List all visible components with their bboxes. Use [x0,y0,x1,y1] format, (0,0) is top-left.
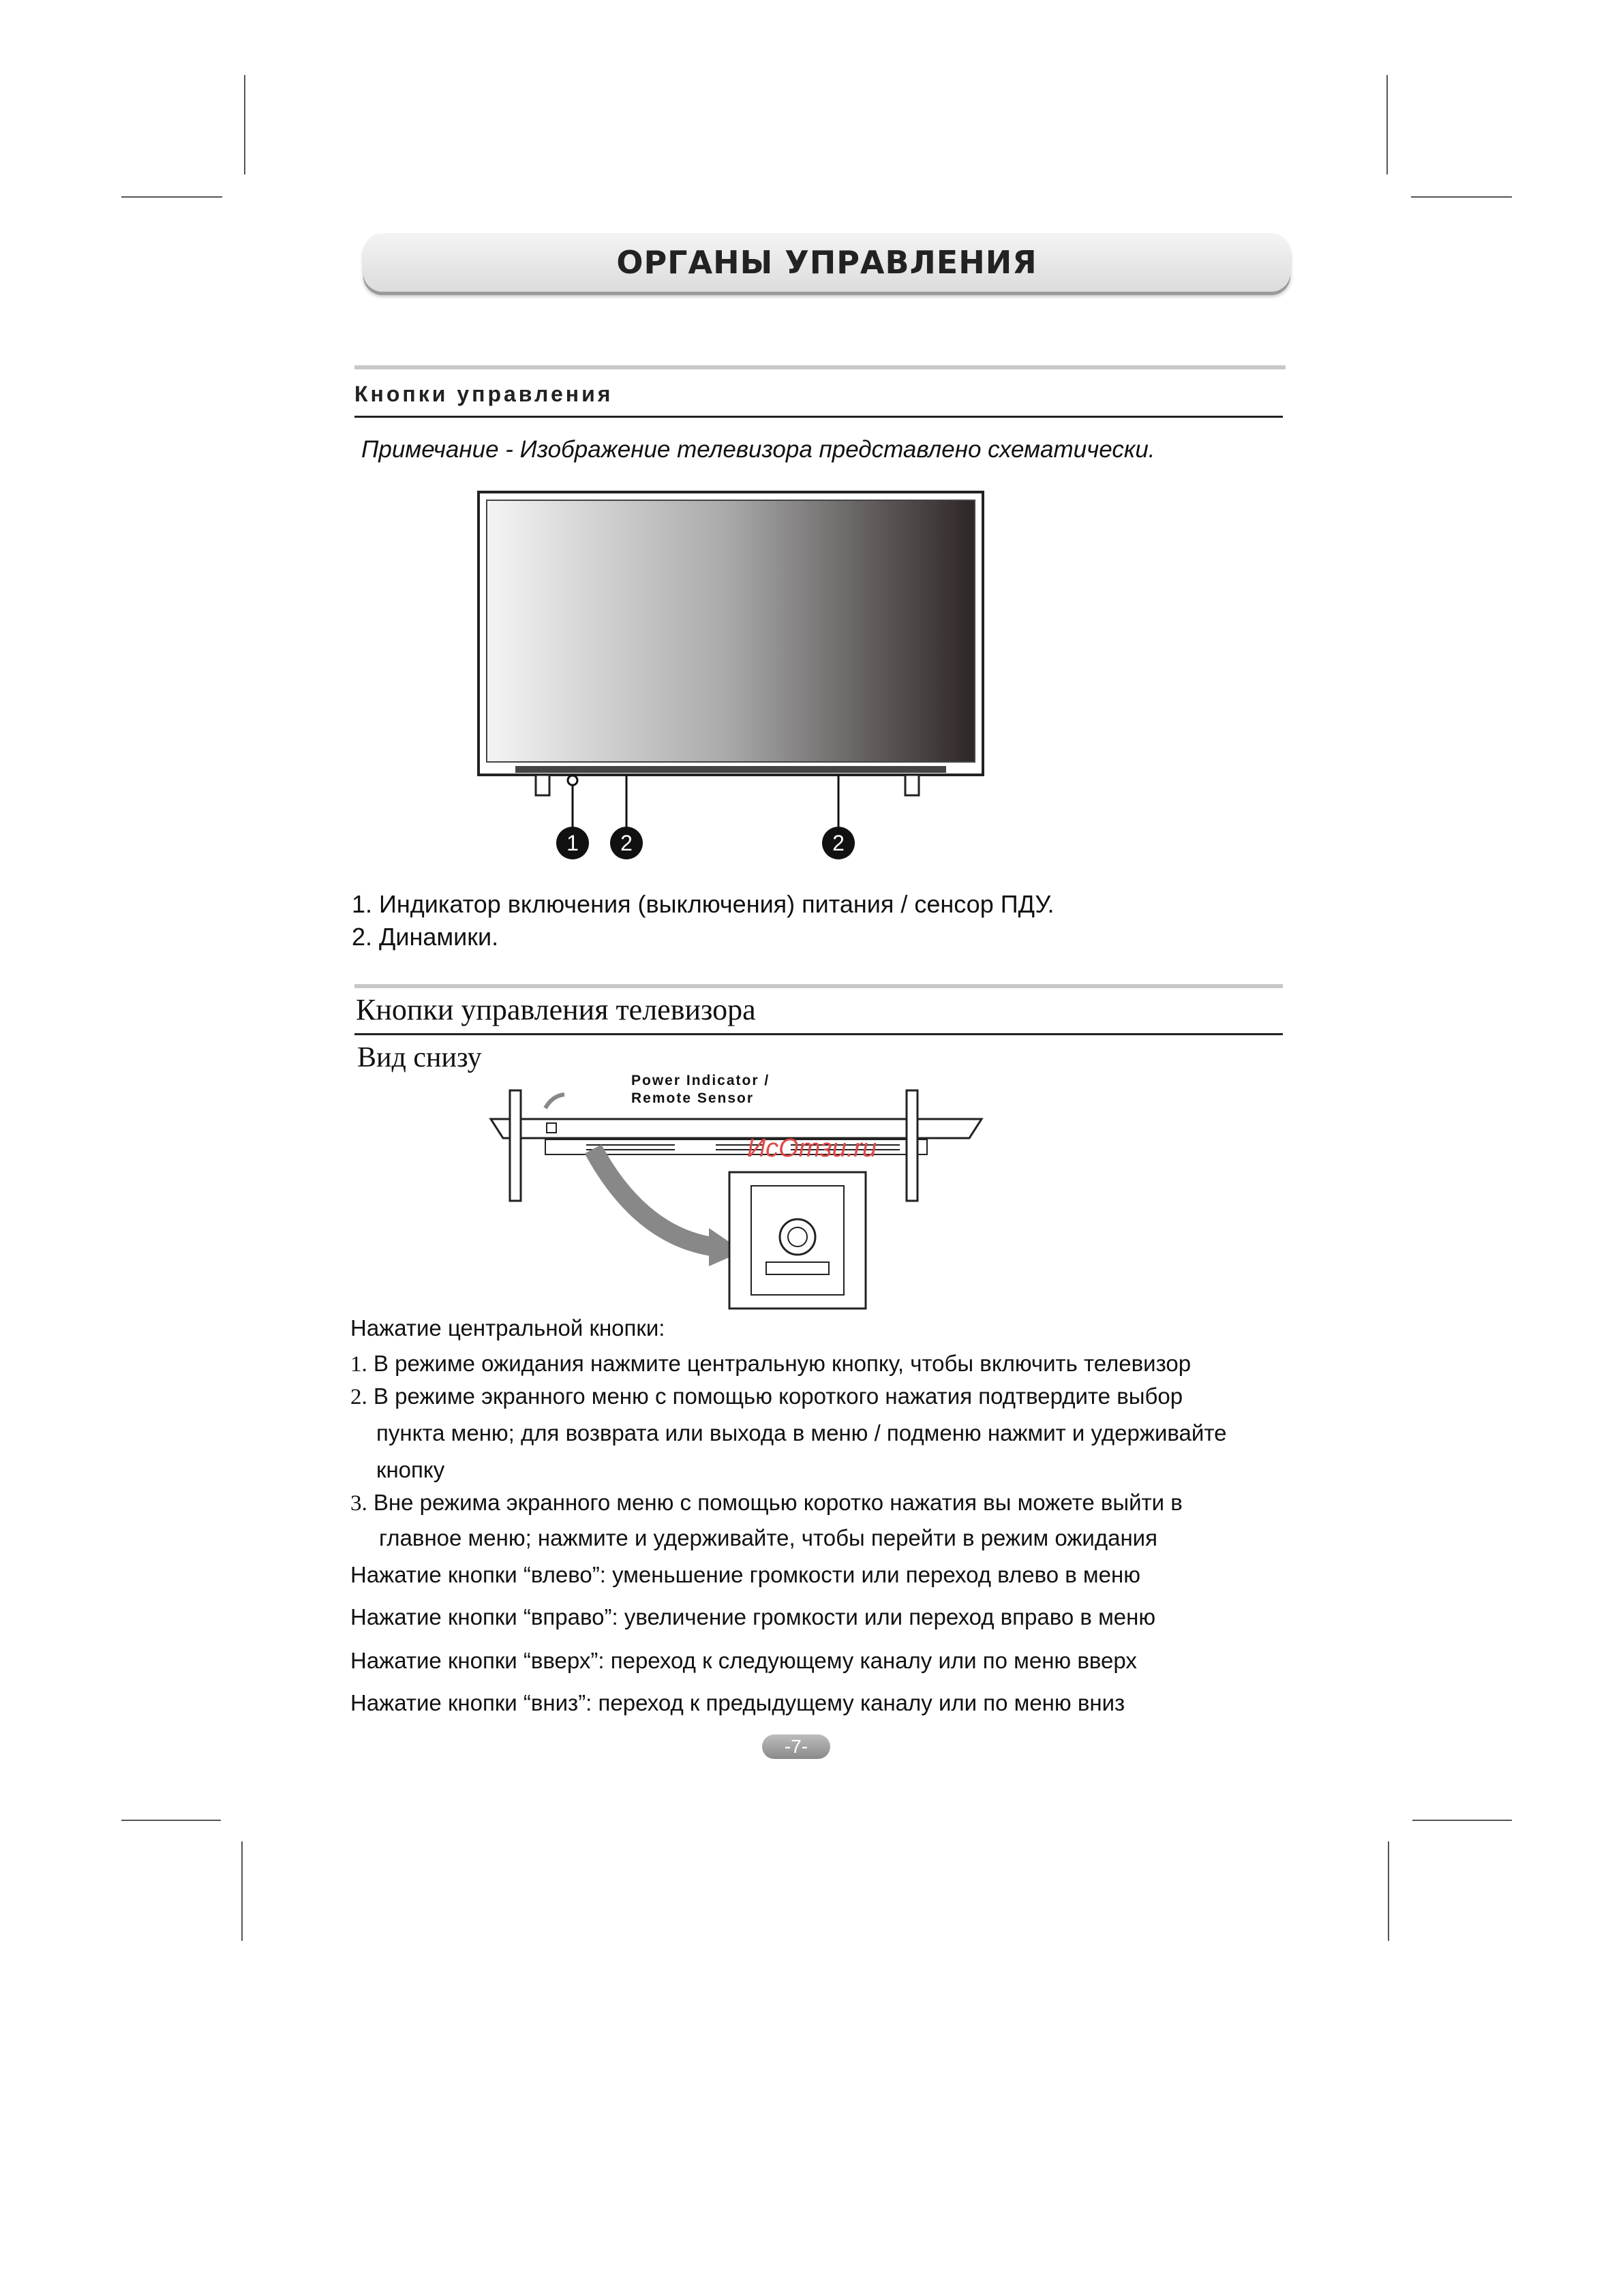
crop-mark [241,1841,243,1941]
tv-stand-right [907,1090,917,1201]
legend-item-1: 1. Индикатор включения (выключения) питания / сенсор ПДУ. [352,890,1055,918]
crop-mark [1412,1820,1512,1821]
bottom-view-label: Вид снизу [357,1042,482,1073]
section-rule-bottom [354,1033,1283,1035]
instruction-item [350,1383,1183,1410]
instruction-text: главное меню; нажмите и удерживайте, чтобы перейти в режим ожидания [379,1525,1157,1550]
tv-bottom-diagram [484,1084,1002,1315]
instruction-number: 1. [350,1352,367,1377]
crop-mark [121,1820,221,1821]
zoom-arrow [593,1149,716,1247]
press-right-text: Нажатие кнопки “вправо”: увеличение громкости или переход вправо в меню [350,1604,1156,1629]
instruction-text: В режиме ожидания нажмите центральную кнопку, чтобы включить телевизор [373,1351,1192,1376]
instruction-text: кнопку [376,1457,445,1482]
legend-item-2: 2. Динамики. [352,923,499,951]
tv-foot-right [905,775,919,795]
tv-stand-left [510,1090,521,1201]
press-down-text: Нажатие кнопки “вниз”: переход к предыдущему каналу или по меню вниз [350,1690,1125,1715]
press-left-text: Нажатие кнопки “влево”: уменьшение громкости или переход влево в меню [350,1562,1140,1587]
crop-mark [1388,1841,1389,1941]
page-number: -7- [784,1736,808,1757]
page-title: ОРГАНЫ УПРАВЛЕНИЯ [616,244,1037,281]
crop-mark [1411,196,1512,198]
callout-2: 2 [610,827,643,859]
center-press-heading: Нажатие центральной кнопки: [350,1315,665,1341]
instruction-text: Вне режима экранного меню с помощью коротко нажатия вы можете выйти в [373,1490,1183,1515]
instruction-number: 2. [350,1385,367,1409]
remote-sensor-label: Remote Sensor [631,1090,755,1106]
section-heading-controls: Кнопки управления [354,382,613,406]
instruction-text: пункта меню; для возврата или выхода в меню / подменю нажмит и удерживайте [376,1420,1227,1445]
instruction-item [350,1351,1191,1377]
section-heading-tv-controls: Кнопки управления телевизора [356,993,756,1026]
callout-2b: 2 [822,827,855,859]
section-rule-bottom [354,416,1283,418]
label-arrow [545,1095,564,1108]
tv-front-diagram [470,484,1002,866]
speaker-grille [515,766,946,773]
press-up-text: Нажатие кнопки “вверх”: переход к следующему каналу или по меню вверх [350,1648,1137,1673]
section-rule-top [354,984,1283,988]
watermark-text: ИсОтзи.ru [747,1134,877,1163]
schematic-note: Примечание - Изображение телевизора представлено схематически. [361,436,1155,463]
power-indicator-label: Power Indicator / [631,1073,770,1088]
power-indicator-box [547,1123,556,1133]
power-indicator [568,776,577,785]
instruction-number: 3. [350,1491,367,1516]
crop-mark [1386,75,1388,174]
crop-mark [244,75,245,174]
instruction-item [350,1490,1183,1516]
crop-mark [121,196,222,198]
callout-1: 1 [556,827,589,859]
section-rule-top [354,365,1286,369]
instruction-text: В режиме экранного меню с помощью короткого нажатия подтвердите выбор [373,1383,1183,1409]
tv-foot-left [536,775,549,795]
tv-screen [487,500,975,762]
